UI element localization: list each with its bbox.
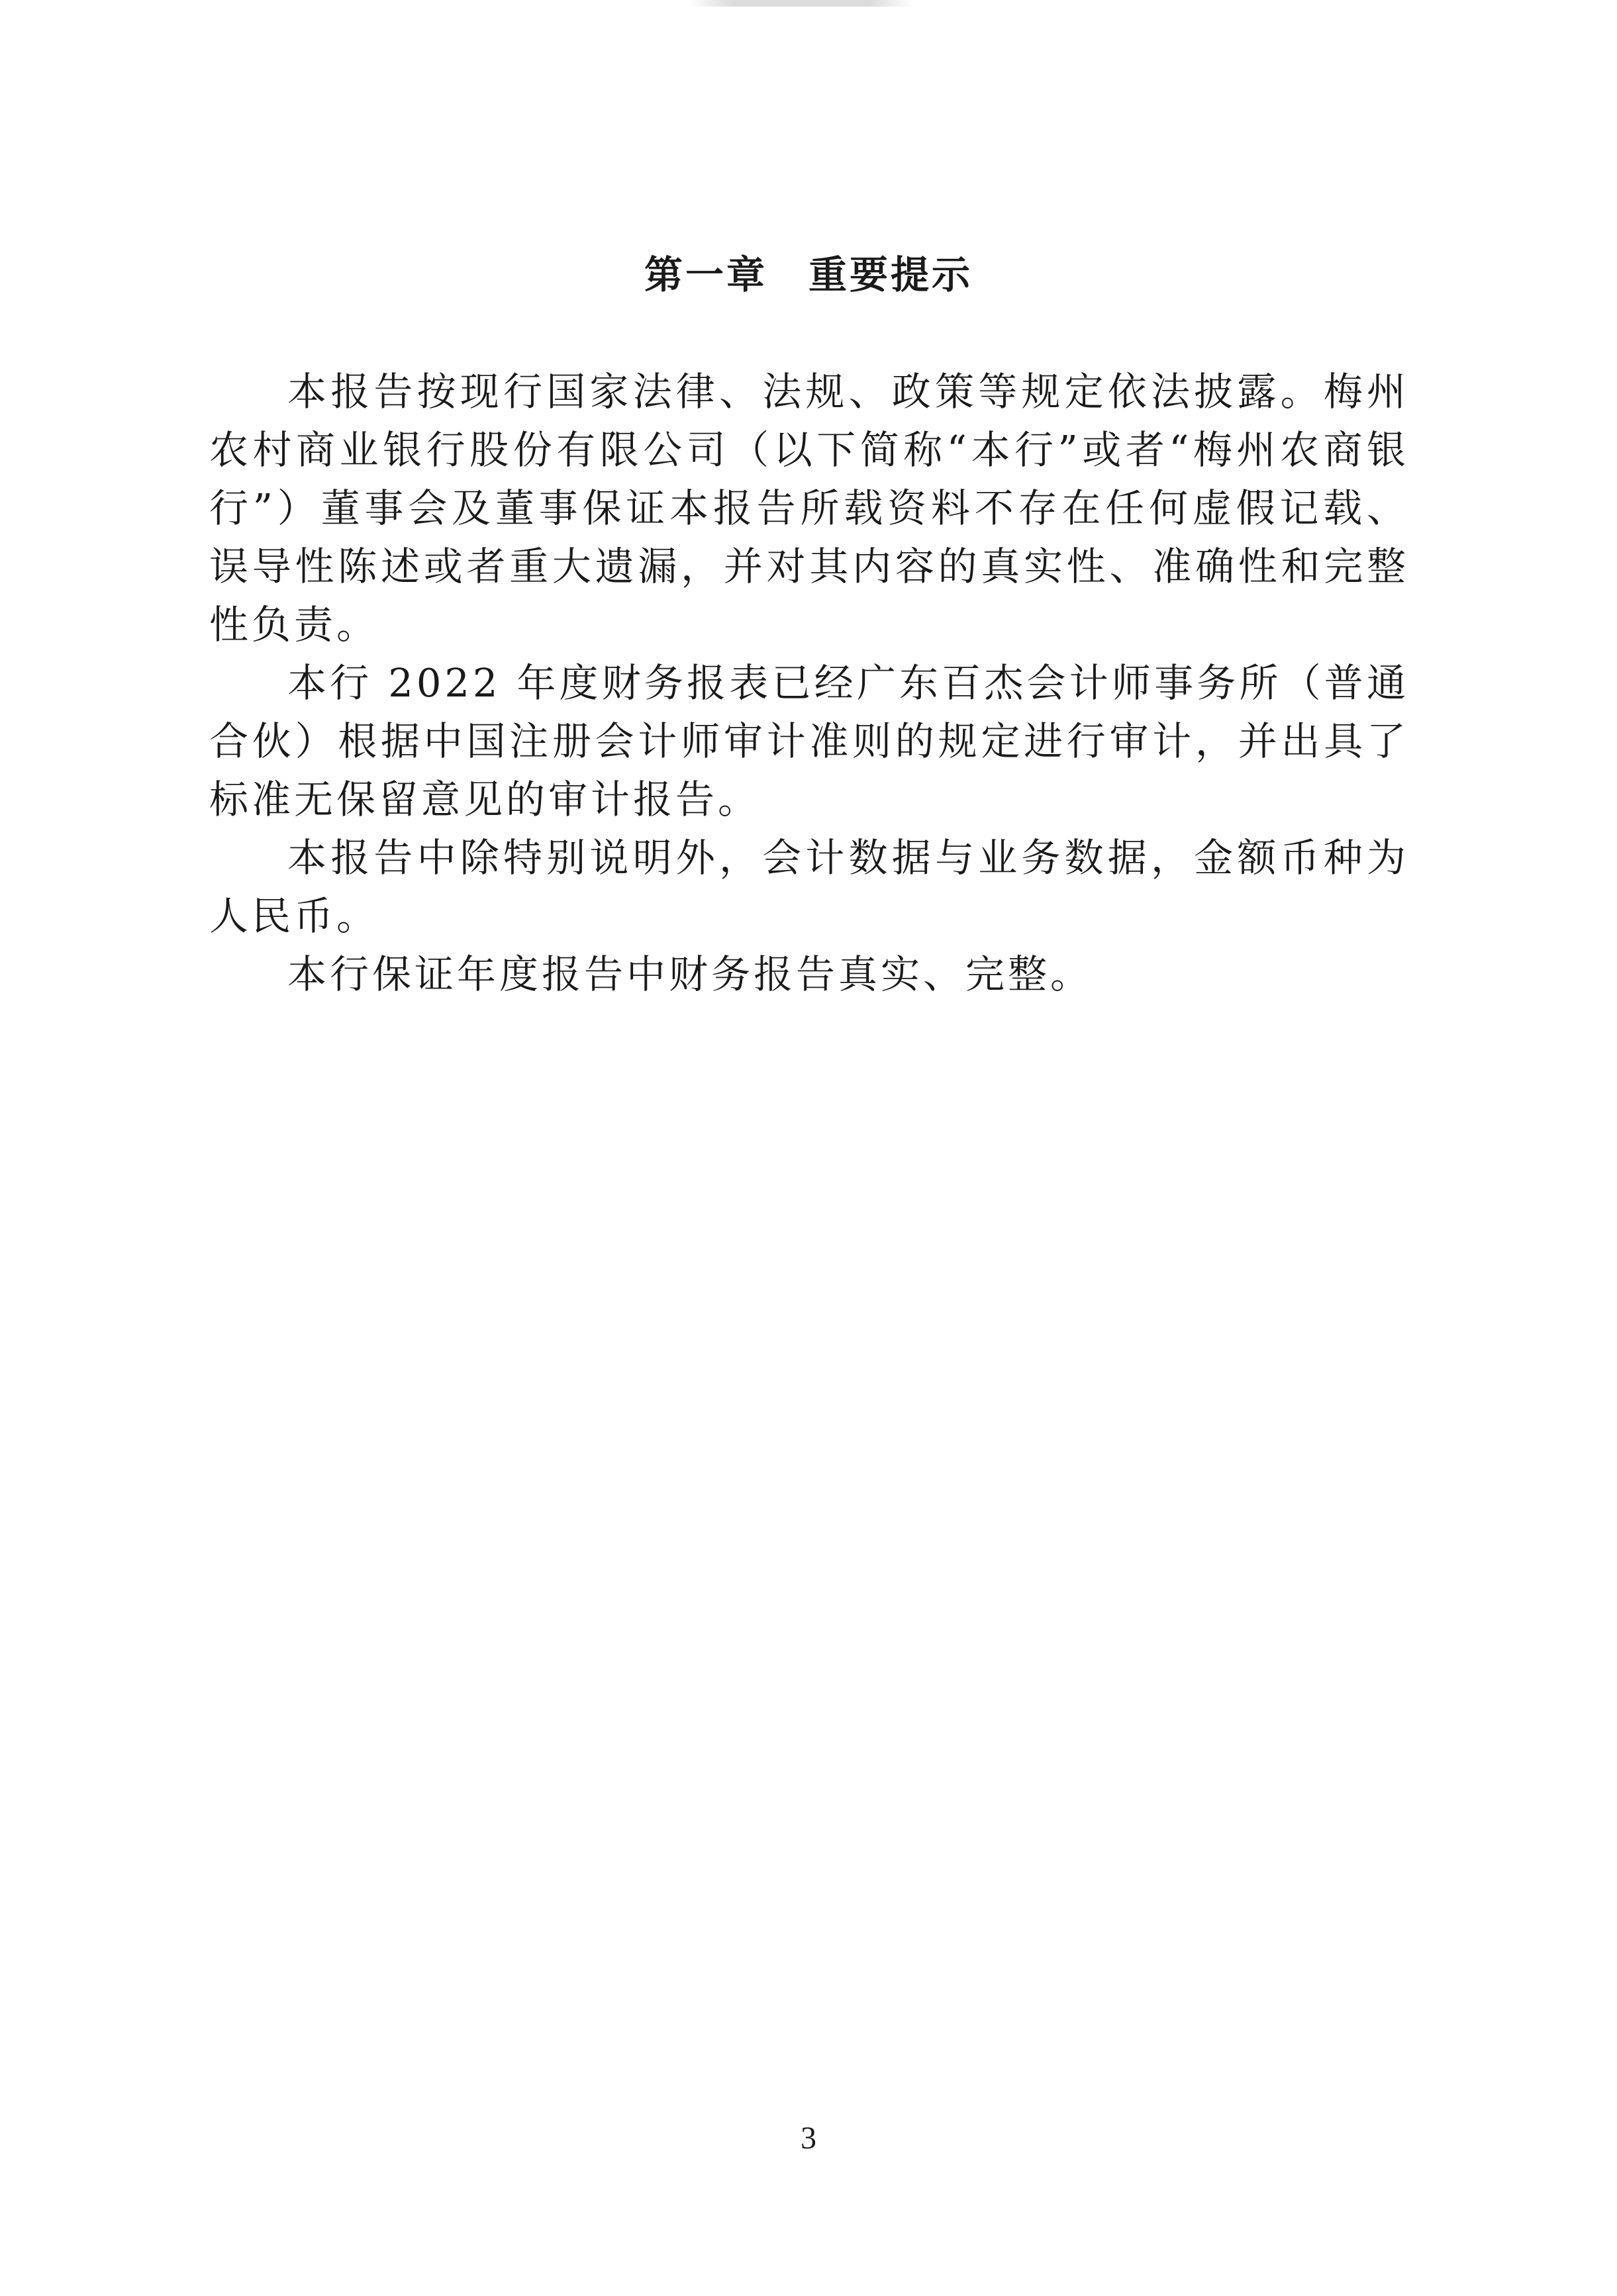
chapter-title: 第一章 重要提示 [644, 252, 973, 297]
paragraph-audit: 本行 2022 年度财务报表已经广东百杰会计师事务所（普通合伙）根据中国注册会计师审计准则的规定进行审计，并出具了标准无保留意见的审计报告。 [209, 660, 1409, 822]
page-number: 3 [801, 2121, 816, 2156]
body-text [209, 363, 1409, 1004]
paragraph-guarantee: 本行保证年度报告中财务报告真实、完整。 [287, 951, 1093, 997]
scan-edge-mark [689, 0, 914, 7]
paragraph-disclosure: 本报告按现行国家法律、法规、政策等规定依法披露。梅州农村商业银行股份有限公司（以下简称“本行”或者“梅州农商银行”）董事会及董事保证本报告所载资料不存在任何虚假记载、误导性陈述或者重大遗漏，并对其内容的真实性、准确性和完整性负责。 [209, 369, 1409, 647]
paragraph-currency: 本报告中除特别说明外，会计数据与业务数据，金额币种为人民币。 [209, 835, 1409, 939]
